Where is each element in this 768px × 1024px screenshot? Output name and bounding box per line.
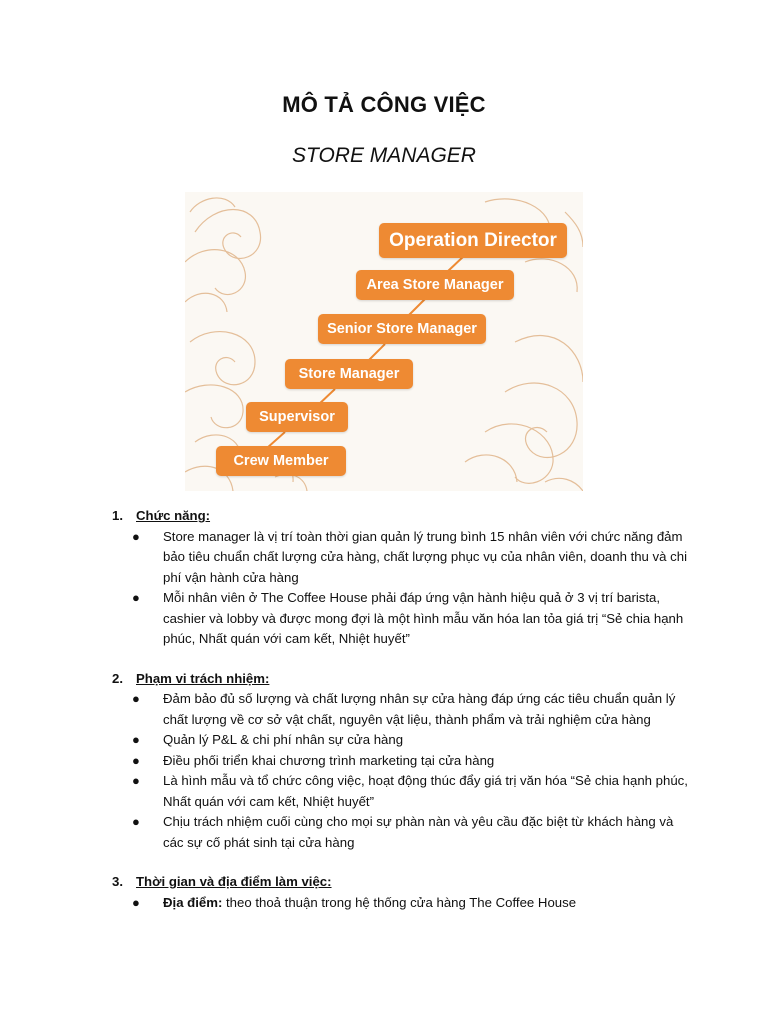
list-item-text: Quản lý P&L & chi phí nhân sự cửa hàng bbox=[163, 732, 404, 747]
list-item-text: Mỗi nhân viên ở The Coffee House phải đáp ứng vận hành hiệu quả ở 3 vị trí barista, cashier và lobby và được mong đợi là một hình mẫu văn hóa lan tỏa giá trị “Sẻ chia hạnh phúc, Nhất quán với cam kết, Nhiệt huyết” bbox=[163, 590, 684, 646]
bullet-icon: ● bbox=[132, 528, 140, 544]
list-item bbox=[112, 893, 692, 914]
list-item bbox=[112, 527, 692, 589]
list-item bbox=[112, 771, 692, 812]
bullet-icon: ● bbox=[132, 590, 140, 605]
section-number: 2. bbox=[112, 670, 123, 686]
section-responsibilities bbox=[112, 669, 692, 854]
bullet-icon: ● bbox=[132, 894, 140, 910]
career-ladder-image bbox=[185, 192, 583, 491]
bullet-icon: ● bbox=[132, 814, 140, 829]
section-title: Thời gian và địa điểm làm việc: bbox=[136, 874, 332, 889]
section-title: Chức năng: bbox=[136, 508, 211, 523]
section-title: Phạm vi trách nhiệm: bbox=[136, 670, 270, 686]
section-number: 3. bbox=[112, 874, 123, 889]
list-item bbox=[112, 812, 692, 853]
list-item bbox=[112, 730, 692, 751]
page-title: MÔ TẢ CÔNG VIỆC bbox=[282, 92, 486, 117]
ladder-step-area-store-manager: Area Store Manager bbox=[356, 270, 514, 300]
section-functions bbox=[112, 506, 692, 650]
section-number: 1. bbox=[112, 508, 123, 523]
list-item bbox=[112, 689, 692, 730]
bullet-icon: ● bbox=[132, 773, 140, 788]
list-item-text: Điều phối triển khai chương trình marketing tại cửa hàng bbox=[163, 752, 495, 768]
list-item-text: theo thoả thuận trong hệ thống cửa hàng The Coffee House bbox=[222, 894, 577, 910]
ladder-step-supervisor: Supervisor bbox=[246, 402, 348, 432]
list-item-text: Đảm bảo đủ số lượng và chất lượng nhân sự cửa hàng đáp ứng các tiêu chuẩn quản lý chất lượng về cơ sở vật chất, nguyên vật liệu, thành phẩm và trải nghiệm cửa hàng bbox=[163, 691, 676, 727]
ladder-step-crew-member: Crew Member bbox=[216, 446, 346, 476]
ladder-step-operation-director: Operation Director bbox=[379, 223, 567, 258]
list-item-text: Store manager là vị trí toàn thời gian quản lý trung bình 15 nhân viên với chức năng đảm bảo tiêu chuẩn chất lượng cửa hàng, chất lượng phục vụ của nhân viên, doanh thu và chi phí vận hành cửa hàng bbox=[163, 528, 688, 585]
bullet-icon: ● bbox=[132, 732, 140, 747]
job-sections bbox=[112, 506, 692, 932]
list-item bbox=[112, 588, 692, 650]
list-item-label: Địa điểm: bbox=[163, 894, 223, 910]
page-subtitle: STORE MANAGER bbox=[292, 144, 476, 167]
bullet-icon: ● bbox=[132, 752, 140, 768]
bullet-icon: ● bbox=[132, 691, 140, 706]
list-item-text: Là hình mẫu và tổ chức công việc, hoạt động thúc đẩy giá trị văn hóa “Sẻ chia hạnh phúc, Nhất quán với cam kết, Nhiệt huyết” bbox=[163, 773, 688, 809]
section-time-location bbox=[112, 872, 692, 913]
list-item bbox=[112, 751, 692, 772]
ladder-step-store-manager: Store Manager bbox=[285, 359, 413, 389]
list-item-text: Chịu trách nhiệm cuối cùng cho mọi sự phàn nàn và yêu cầu đặc biệt từ khách hàng và các sự cố phát sinh tại cửa hàng bbox=[163, 814, 674, 850]
ladder-step-senior-store-manager: Senior Store Manager bbox=[318, 314, 486, 344]
